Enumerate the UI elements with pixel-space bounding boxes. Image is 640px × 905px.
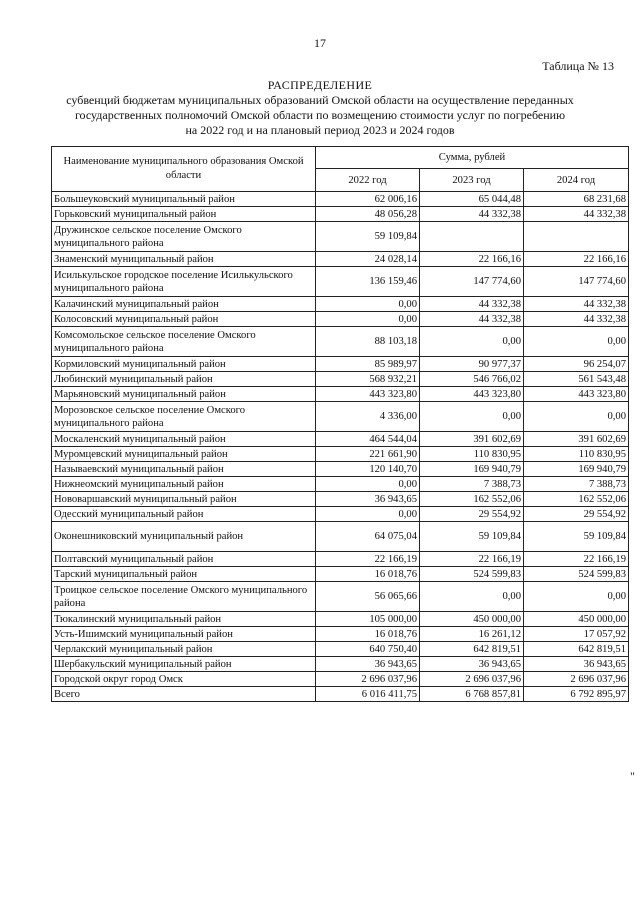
total-amount-cell-2023: 6 768 857,81 [420,687,524,702]
document-title-block [40,78,600,138]
table-row [52,192,629,207]
amount-cell-2023: 2 696 037,96 [420,672,524,687]
amount-cell-2024: 7 388,73 [524,477,629,492]
header-municipality: Наименование муниципального образования Омской области [52,147,316,192]
header-year-2024: 2024 год [524,169,629,192]
amount-cell-2022: 0,00 [316,477,420,492]
header-amount-group: Сумма, рублей [316,147,629,169]
amount-cell-2024: 44 332,38 [524,297,629,312]
table-row [52,432,629,447]
municipality-name-cell: Троицкое сельское поселение Омского муниципального района [52,582,316,612]
municipality-name-cell: Горьковский муниципальный район [52,207,316,222]
municipality-name-cell: Любинский муниципальный район [52,372,316,387]
table-row [52,672,629,687]
total-amount-cell-2022: 6 016 411,75 [316,687,420,702]
municipality-name-cell: Оконешниковский муниципальный район [52,522,316,552]
municipality-name-cell: Дружинское сельское поселение Омского муниципального района [52,222,316,252]
table-row [52,507,629,522]
amount-cell-2023: 36 943,65 [420,657,524,672]
municipality-name-cell: Знаменский муниципальный район [52,252,316,267]
amount-cell-2023: 59 109,84 [420,522,524,552]
amount-cell-2024: 110 830,95 [524,447,629,462]
amount-cell-2023: 16 261,12 [420,627,524,642]
amount-cell-2024: 44 332,38 [524,207,629,222]
amount-cell-2022: 36 943,65 [316,492,420,507]
municipality-name-cell: Шербакульский муниципальный район [52,657,316,672]
municipality-name-cell: Муромцевский муниципальный район [52,447,316,462]
amount-cell-2023: 0,00 [420,582,524,612]
amount-cell-2023: 443 323,80 [420,387,524,402]
amount-cell-2024: 147 774,60 [524,267,629,297]
table-body [52,192,629,702]
municipality-name-cell: Морозовское сельское поселение Омского муниципального района [52,402,316,432]
amount-cell-2022: 464 544,04 [316,432,420,447]
page-number: 17 [314,36,326,50]
table-row [52,312,629,327]
amount-cell-2022: 0,00 [316,507,420,522]
amount-cell-2023: 391 602,69 [420,432,524,447]
table-row [52,267,629,297]
amount-cell-2023: 450 000,00 [420,612,524,627]
amount-cell-2023 [420,222,524,252]
amount-cell-2022: 62 006,16 [316,192,420,207]
table-label: Таблица № 13 [542,59,614,73]
municipality-name-cell: Черлакский муниципальный район [52,642,316,657]
table-row [52,582,629,612]
amount-cell-2022: 16 018,76 [316,567,420,582]
amount-cell-2023: 147 774,60 [420,267,524,297]
table-row [52,327,629,357]
municipality-name-cell: Калачинский муниципальный район [52,297,316,312]
municipality-name-cell: Большеуковский муниципальный район [52,192,316,207]
document-title: РАСПРЕДЕЛЕНИЕ [267,78,373,92]
table-row [52,642,629,657]
table-row [52,657,629,672]
amount-cell-2023: 44 332,38 [420,207,524,222]
municipality-name-cell: Усть-Ишимский муниципальный район [52,627,316,642]
document-subtitle-line-1: субвенций бюджетам муниципальных образований Омской области на осуществление переданных [66,93,574,107]
table-row [52,612,629,627]
amount-cell-2024: 169 940,79 [524,462,629,477]
amount-cell-2022: 136 159,46 [316,267,420,297]
table-row [52,222,629,252]
table-row [52,297,629,312]
table-row [52,372,629,387]
amount-cell-2024: 2 696 037,96 [524,672,629,687]
amount-cell-2022: 36 943,65 [316,657,420,672]
amount-cell-2023: 0,00 [420,402,524,432]
table-row [52,492,629,507]
table-row [52,522,629,552]
amount-cell-2024: 524 599,83 [524,567,629,582]
amount-cell-2024: 36 943,65 [524,657,629,672]
table-row [52,357,629,372]
amount-cell-2023: 169 940,79 [420,462,524,477]
amount-cell-2022: 105 000,00 [316,612,420,627]
municipality-name-cell: Нововаршавский муниципальный район [52,492,316,507]
municipality-name-cell: Тарский муниципальный район [52,567,316,582]
table-row [52,402,629,432]
municipality-name-cell: Нижнеомский муниципальный район [52,477,316,492]
table-row [52,462,629,477]
municipality-name-cell: Тюкалинский муниципальный район [52,612,316,627]
amount-cell-2023: 65 044,48 [420,192,524,207]
municipality-name-cell: Одесский муниципальный район [52,507,316,522]
table-row [52,552,629,567]
amount-cell-2022: 2 696 037,96 [316,672,420,687]
amount-cell-2022: 16 018,76 [316,627,420,642]
municipality-name-cell: Марьяновский муниципальный район [52,387,316,402]
amount-cell-2023: 22 166,16 [420,252,524,267]
amount-cell-2024: 0,00 [524,327,629,357]
amount-cell-2023: 642 819,51 [420,642,524,657]
amount-cell-2023: 90 977,37 [420,357,524,372]
amount-cell-2024: 0,00 [524,582,629,612]
municipality-name-cell: Исилькульское городское поселение Исилькульского муниципального района [52,267,316,297]
municipality-name-cell: Полтавский муниципальный район [52,552,316,567]
amount-cell-2022: 443 323,80 [316,387,420,402]
amount-cell-2023: 22 166,19 [420,552,524,567]
distribution-table-wrapper [51,146,629,702]
total-amount-cell-2024: 6 792 895,97 [524,687,629,702]
table-header [52,147,629,192]
municipality-name-cell: Колосовский муниципальный район [52,312,316,327]
amount-cell-2023: 44 332,38 [420,297,524,312]
amount-cell-2022: 568 932,21 [316,372,420,387]
table-row [52,387,629,402]
amount-cell-2024: 450 000,00 [524,612,629,627]
total-row [52,687,629,702]
amount-cell-2022: 24 028,14 [316,252,420,267]
distribution-table [51,146,629,702]
closing-quote-mark: " [630,769,635,783]
table-row [52,252,629,267]
municipality-name-cell: Москаленский муниципальный район [52,432,316,447]
amount-cell-2024: 22 166,16 [524,252,629,267]
total-label-cell: Всего [52,687,316,702]
amount-cell-2024 [524,222,629,252]
amount-cell-2022: 64 075,04 [316,522,420,552]
amount-cell-2023: 44 332,38 [420,312,524,327]
amount-cell-2024: 642 819,51 [524,642,629,657]
header-year-2022: 2022 год [316,169,420,192]
amount-cell-2022: 4 336,00 [316,402,420,432]
amount-cell-2022: 88 103,18 [316,327,420,357]
municipality-name-cell: Называевский муниципальный район [52,462,316,477]
municipality-name-cell: Городской округ город Омск [52,672,316,687]
amount-cell-2022: 59 109,84 [316,222,420,252]
amount-cell-2024: 29 554,92 [524,507,629,522]
municipality-name-cell: Комсомольское сельское поселение Омского муниципального района [52,327,316,357]
amount-cell-2022: 22 166,19 [316,552,420,567]
amount-cell-2024: 391 602,69 [524,432,629,447]
amount-cell-2022: 0,00 [316,312,420,327]
amount-cell-2022: 640 750,40 [316,642,420,657]
amount-cell-2022: 120 140,70 [316,462,420,477]
amount-cell-2024: 561 543,48 [524,372,629,387]
amount-cell-2024: 443 323,80 [524,387,629,402]
document-subtitle-line-2: государственных полномочий Омской области по возмещению стоимости услуг по погребению [74,108,566,122]
amount-cell-2022: 0,00 [316,297,420,312]
amount-cell-2024: 59 109,84 [524,522,629,552]
table-row [52,627,629,642]
amount-cell-2024: 44 332,38 [524,312,629,327]
amount-cell-2023: 0,00 [420,327,524,357]
amount-cell-2022: 48 056,28 [316,207,420,222]
amount-cell-2024: 96 254,07 [524,357,629,372]
table-row [52,477,629,492]
municipality-name-cell: Кормиловский муниципальный район [52,357,316,372]
table-row [52,567,629,582]
amount-cell-2024: 22 166,19 [524,552,629,567]
amount-cell-2024: 0,00 [524,402,629,432]
amount-cell-2023: 110 830,95 [420,447,524,462]
table-row [52,207,629,222]
amount-cell-2023: 162 552,06 [420,492,524,507]
amount-cell-2022: 85 989,97 [316,357,420,372]
amount-cell-2023: 524 599,83 [420,567,524,582]
amount-cell-2023: 29 554,92 [420,507,524,522]
amount-cell-2022: 221 661,90 [316,447,420,462]
amount-cell-2023: 7 388,73 [420,477,524,492]
amount-cell-2024: 17 057,92 [524,627,629,642]
header-year-2023: 2023 год [420,169,524,192]
amount-cell-2024: 68 231,68 [524,192,629,207]
document-subtitle-line-3: на 2022 год и на плановый период 2023 и 2024 годов [185,123,455,137]
table-row [52,447,629,462]
amount-cell-2023: 546 766,02 [420,372,524,387]
amount-cell-2022: 56 065,66 [316,582,420,612]
amount-cell-2024: 162 552,06 [524,492,629,507]
